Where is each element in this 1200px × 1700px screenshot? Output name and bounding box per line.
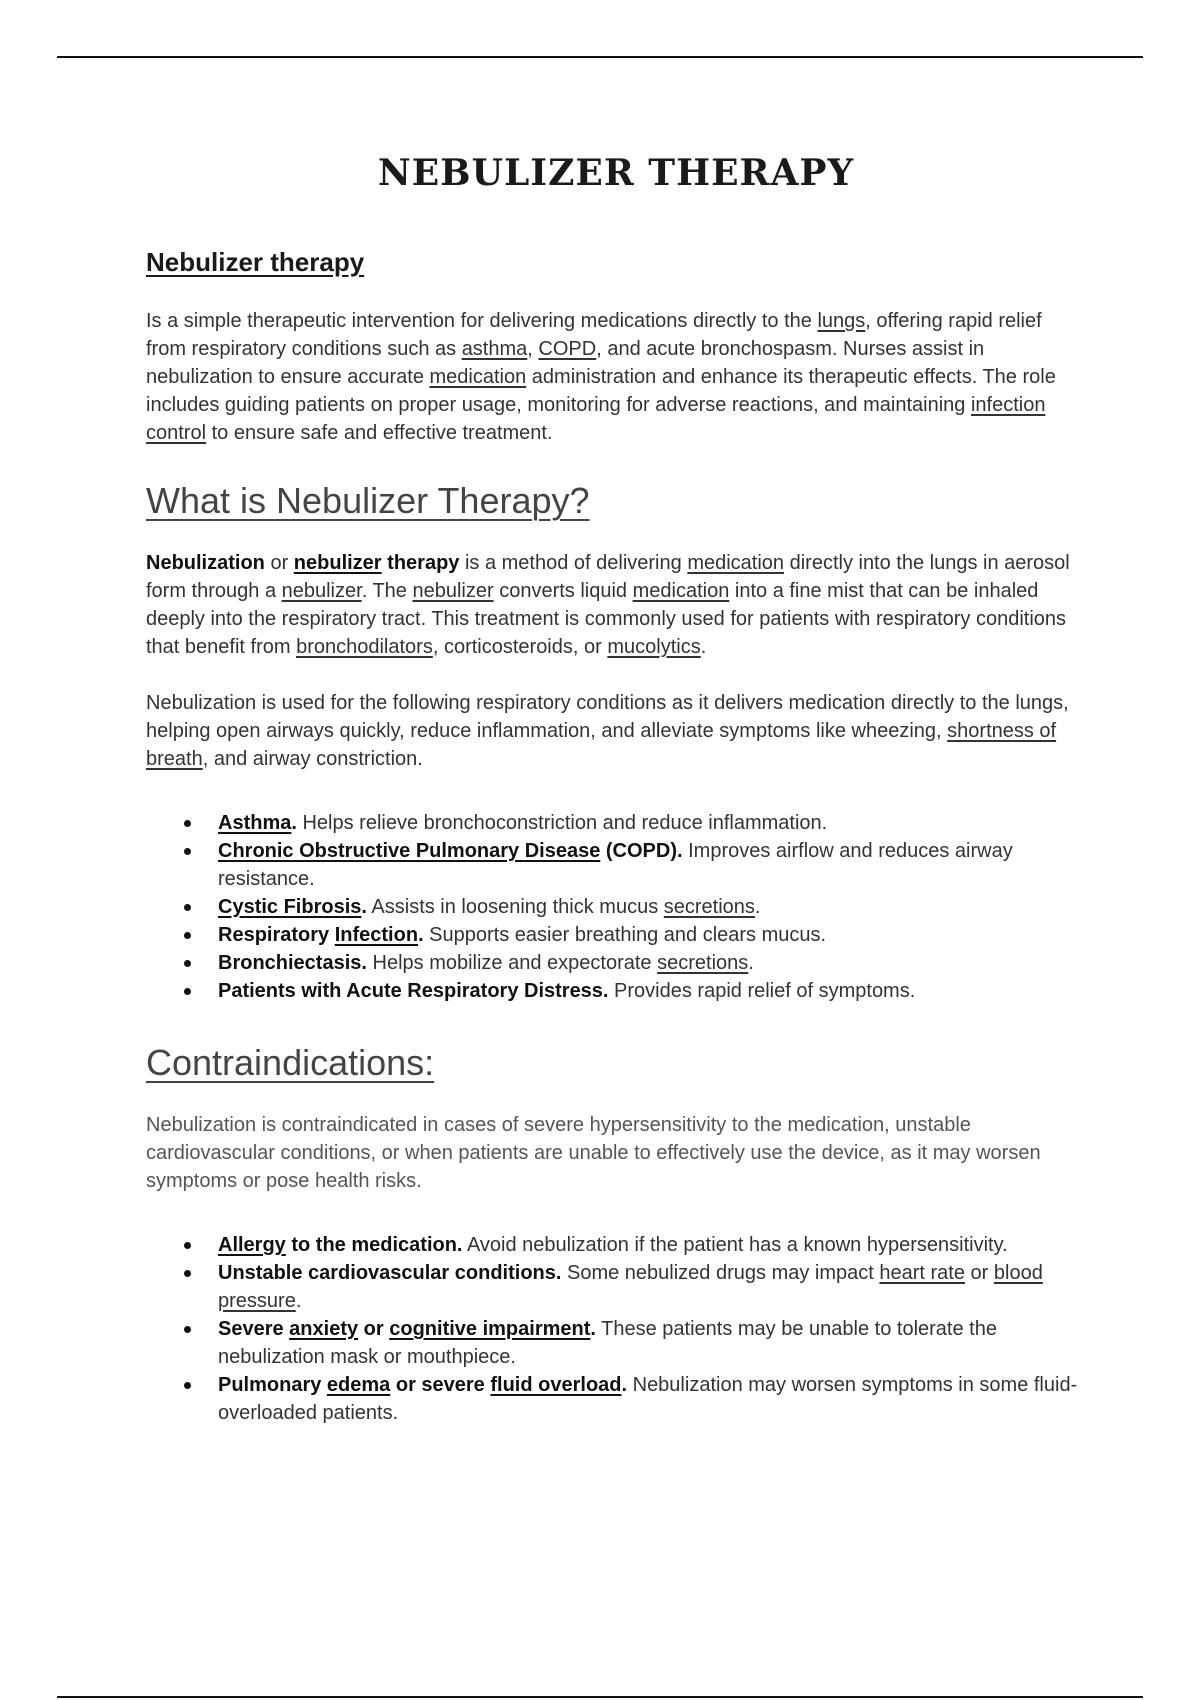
link-secretions[interactable]: secretions: [663, 896, 755, 918]
link-asthma[interactable]: Asthma: [218, 812, 292, 834]
link-bronchodilators[interactable]: bronchodilators: [296, 636, 433, 658]
top-rule: [57, 56, 1143, 58]
link-heart-rate[interactable]: heart rate: [879, 1262, 965, 1284]
link-edema[interactable]: edema: [326, 1374, 391, 1396]
link-cystic-fibrosis[interactable]: Cystic Fibrosis: [218, 896, 362, 918]
link-anxiety[interactable]: anxiety: [289, 1318, 359, 1340]
contraindications-paragraph: Nebulization is contraindicated in cases of severe hypersensitivity to the medication, unstable cardiovascular conditions, or when patients are unable to effectively use the device, as it may worsen symptoms or pose health risks.: [146, 1114, 1041, 1192]
link-infection-control[interactable]: infection control: [146, 394, 1046, 444]
link-infection[interactable]: Infection: [334, 924, 419, 946]
link-medication[interactable]: medication: [632, 580, 730, 602]
link-cognitive-impairment[interactable]: cognitive impairment: [389, 1318, 591, 1340]
link-nebulizer[interactable]: nebulizer: [412, 580, 494, 602]
link-medication[interactable]: medication: [687, 552, 785, 574]
section-heading-contraindications: Contraindications:: [146, 1042, 435, 1083]
document-title: NEBULIZER THERAPY: [377, 152, 855, 194]
indications-paragraph: Nebulization is used for the following respiratory conditions as it delivers medication directly to the lungs, helping open airways quickly, reduce inflammation, and alleviate symptoms like wheezing, shortness of breath, and airway constriction.: [146, 692, 1069, 770]
link-medication[interactable]: medication: [429, 366, 527, 388]
link-mucolytics[interactable]: mucolytics: [607, 636, 701, 658]
list-item: Severe anxiety or cognitive impairment. These patients may be unable to tolerate the nebulization mask or mouthpiece.: [218, 1315, 1086, 1371]
list-item: Cystic Fibrosis. Assists in loosening thick mucus secretions.: [218, 893, 1086, 921]
contraindications-list: [146, 1231, 1086, 1427]
document-page: [146, 145, 1086, 1427]
list-item: Allergy to the medication. Avoid nebulization if the patient has a known hypersensitivity.: [218, 1231, 1086, 1259]
sub-heading: Nebulizer therapy: [146, 247, 365, 277]
link-nebulizer[interactable]: nebulizer: [281, 580, 362, 602]
list-item: Patients with Acute Respiratory Distress. Provides rapid relief of symptoms.: [218, 977, 1086, 1005]
list-item: Chronic Obstructive Pulmonary Disease (COPD). Improves airflow and reduces airway resistance.: [218, 837, 1086, 893]
definition-paragraph: Nebulization or nebulizer therapy is a method of delivering medication directly into the lungs in aerosol form through a nebulizer. The nebulizer converts liquid medication into a fine mist that can be inhaled deeply into the respiratory tract. This treatment is commonly used for patients with respiratory conditions that benefit from bronchodilators, corticosteroids, or mucolytics.: [146, 552, 1070, 658]
list-item: Asthma. Helps relieve bronchoconstriction and reduce inflammation.: [218, 809, 1086, 837]
link-nebulizer[interactable]: nebulizer: [293, 552, 382, 574]
indications-list: [146, 809, 1086, 1005]
list-item: Respiratory Infection. Supports easier breathing and clears mucus.: [218, 921, 1086, 949]
link-fluid-overload[interactable]: fluid overload: [490, 1374, 622, 1396]
intro-paragraph: Is a simple therapeutic intervention for delivering medications directly to the lungs, offering rapid relief from respiratory conditions such as asthma, COPD, and acute bronchospasm. Nurses assist in nebulization to ensure accurate medication administration and enhance its therapeutic effects. The role includes guiding patients on proper usage, monitoring for adverse reactions, and maintaining infection control to ensure safe and effective treatment.: [146, 310, 1056, 444]
link-blood-pressure[interactable]: blood pressure: [218, 1262, 1043, 1312]
list-item: Bronchiectasis. Helps mobilize and expectorate secretions.: [218, 949, 1086, 977]
link-copd-full[interactable]: Chronic Obstructive Pulmonary Disease: [218, 840, 601, 862]
link-lungs[interactable]: lungs: [817, 310, 866, 332]
link-asthma[interactable]: asthma: [461, 338, 528, 360]
list-item: Pulmonary edema or severe fluid overload. Nebulization may worsen symptoms in some fluid-overloaded patients.: [218, 1371, 1086, 1427]
list-item: Unstable cardiovascular conditions. Some nebulized drugs may impact heart rate or blood pressure.: [218, 1259, 1086, 1315]
bottom-rule: [57, 1696, 1143, 1698]
link-copd[interactable]: COPD: [538, 338, 597, 360]
link-shortness-of-breath[interactable]: shortness of breath: [146, 720, 1057, 770]
section-heading-what-is: What is Nebulizer Therapy?: [146, 480, 590, 521]
link-secretions[interactable]: secretions: [657, 952, 749, 974]
link-allergy[interactable]: Allergy: [218, 1234, 286, 1256]
